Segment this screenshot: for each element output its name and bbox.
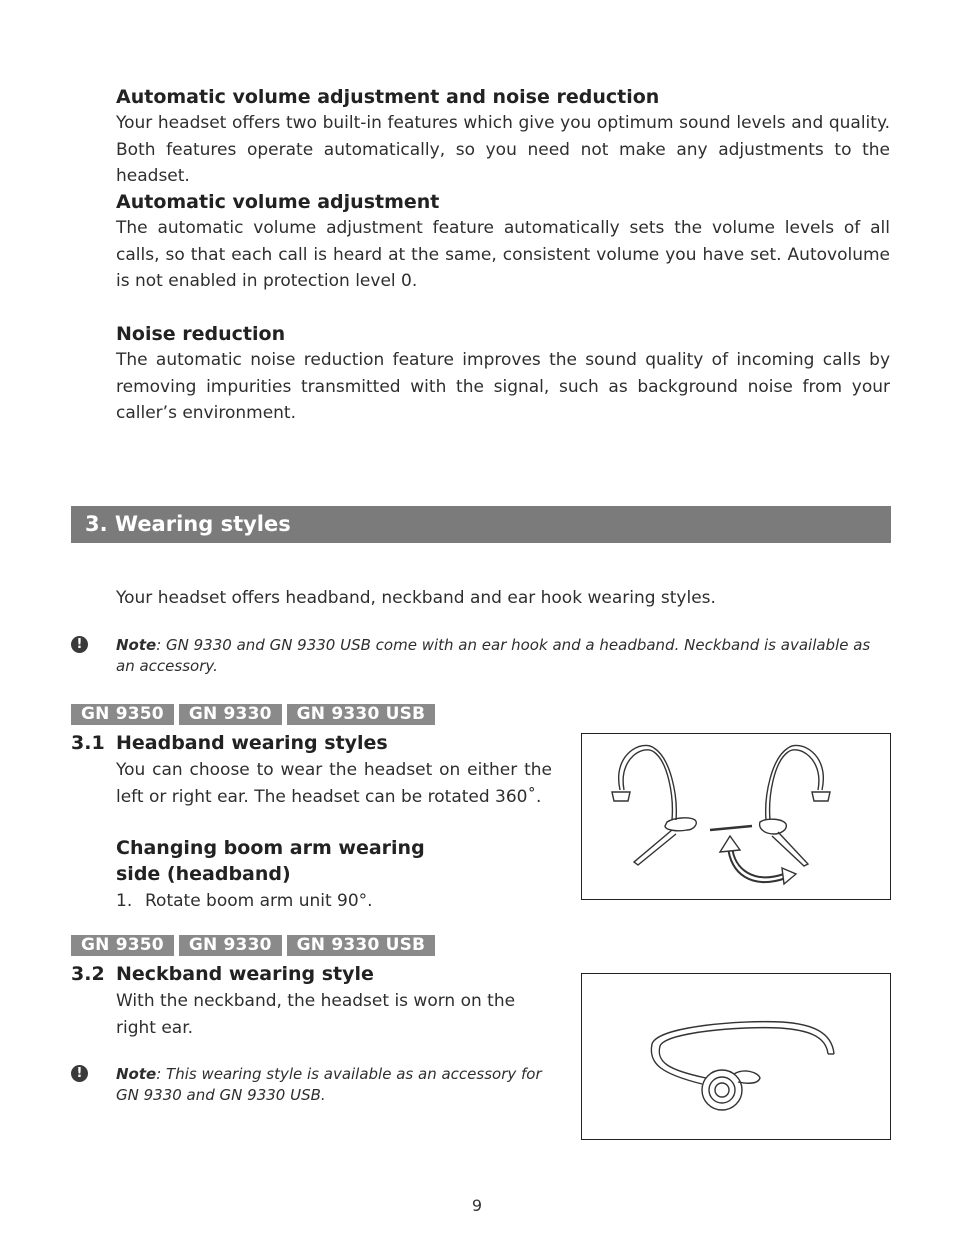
neckband-illustration-icon	[581, 973, 891, 1140]
model-tag: GN 9330	[179, 935, 282, 956]
section-3-2-heading: Neckband wearing style	[116, 963, 374, 985]
noise-text: The automatic noise reduction feature improves the sound quality of incoming calls by removing impurities transmitted with the signal, such as background noise from your caller’s environment.	[116, 350, 890, 423]
model-tags-3-2	[71, 935, 435, 956]
autovolume-text: The automatic volume adjustment feature automatically sets the volume levels of all calls, so that each call is heard at the same, consistent volume you have set. Autovolume is not enabled in protection level 0.	[116, 218, 890, 291]
model-tag: GN 9330 USB	[287, 935, 436, 956]
model-tag: GN 9350	[71, 704, 174, 725]
noise-section	[116, 321, 890, 427]
section-3-2-number: 3.2	[71, 963, 105, 985]
section-3-2-note	[116, 1064, 556, 1106]
section-3-1-number: 3.1	[71, 732, 105, 754]
section-3-1-heading: Headband wearing styles	[116, 732, 388, 754]
noise-heading: Noise reduction	[116, 323, 286, 345]
model-tag: GN 9330 USB	[287, 704, 436, 725]
note-label: Note	[116, 636, 157, 654]
section-3-2-text: With the neckband, the headset is worn on the right ear.	[116, 991, 516, 1038]
warning-icon: !	[71, 636, 88, 653]
section-3-1-text: You can choose to wear the headset on either the left or right ear. The headset can be rotated 360˚.	[116, 760, 552, 807]
step-text: Rotate boom arm unit 90°.	[145, 891, 373, 911]
headband-rotation-illustration-icon	[581, 733, 891, 900]
page-number: 9	[471, 1196, 483, 1215]
section-title-bar: 3. Wearing styles	[71, 506, 891, 543]
boom-arm-subheading: Changing boom arm wearing side (headband)	[116, 837, 425, 885]
autovolume-section	[116, 189, 890, 295]
note-label: Note	[116, 1065, 157, 1083]
step-number: 1.	[116, 891, 133, 911]
intro-text: Your headset offers two built-in features which give you optimum sound levels and quality. Both features operate automatically, so you need not make any adjustments to the headset.	[116, 113, 890, 186]
note-text: : This wearing style is available as an accessory for GN 9330 and GN 9330 USB.	[116, 1065, 542, 1104]
intro-heading: Automatic volume adjustment and noise reduction	[116, 86, 660, 108]
headband-illustration-svg	[582, 734, 889, 898]
model-tag: GN 9330	[179, 704, 282, 725]
warning-icon: !	[71, 1065, 88, 1082]
intro-section	[116, 84, 890, 190]
section-note	[116, 635, 890, 677]
section-intro: Your headset offers headband, neckband and ear hook wearing styles.	[116, 588, 716, 608]
neckband-illustration-svg	[582, 974, 889, 1138]
note-text: : GN 9330 and GN 9330 USB come with an ear hook and a headband. Neckband is available as an accessory.	[116, 636, 871, 675]
model-tags-3-1	[71, 704, 435, 725]
autovolume-heading: Automatic volume adjustment	[116, 191, 440, 213]
model-tag: GN 9350	[71, 935, 174, 956]
